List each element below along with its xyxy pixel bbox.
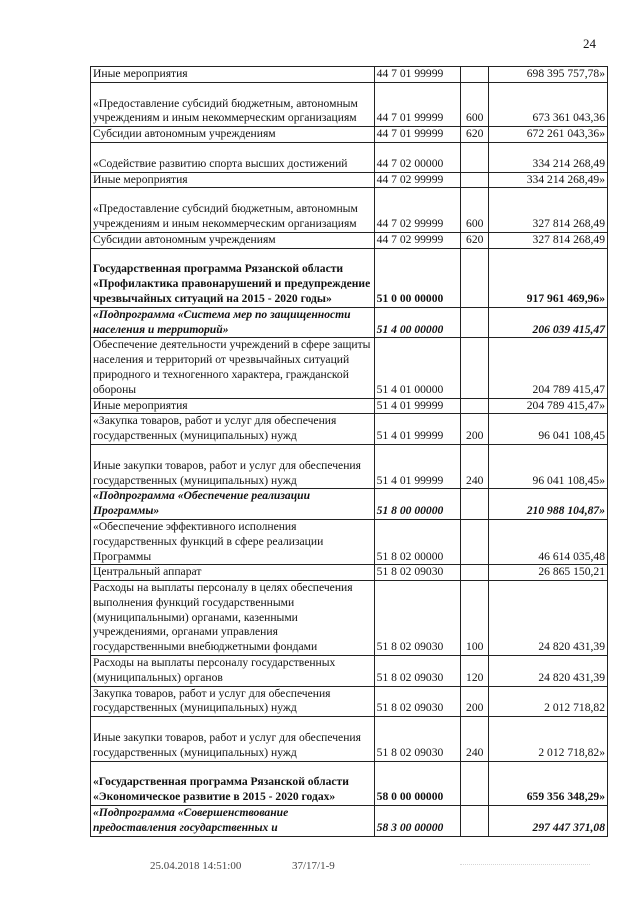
row-amount: 96 041 108,45» [489,444,608,488]
row-code: 51 4 01 99999 [374,398,461,414]
table-row [91,519,608,564]
row-expense-type: 200 [461,414,489,445]
row-expense-type: 620 [461,127,489,143]
row-name: «Содействие развитию спорта высших достижений [91,142,375,172]
row-name: «Подпрограмма «Совершенствование предоставления государственных и [91,806,375,837]
row-expense-type [461,519,489,564]
row-expense-type [461,172,489,188]
row-code: 51 4 01 99999 [374,414,461,445]
table-row [91,338,608,398]
table-row [91,717,608,761]
row-expense-type: 100 [461,581,489,656]
row-expense-type: 200 [461,686,489,717]
row-expense-type [461,307,489,338]
budget-table [90,66,608,837]
row-expense-type: 240 [461,717,489,761]
row-amount: 26 865 150,21 [489,565,608,581]
row-expense-type [461,398,489,414]
row-expense-type [461,142,489,172]
row-code: 44 7 01 99999 [374,67,461,83]
row-amount: 24 820 431,39 [489,656,608,687]
row-amount: 673 361 043,36 [489,82,608,126]
row-name: Субсидии автономным учреждениям [91,127,375,143]
table-row [91,307,608,338]
row-name: Иные мероприятия [91,398,375,414]
row-amount: 917 961 469,96» [489,248,608,307]
table-row [91,414,608,445]
row-code: 51 4 01 00000 [374,338,461,398]
row-expense-type [461,248,489,307]
table-row [91,686,608,717]
table-row [91,67,608,83]
table-row [91,444,608,488]
table-row [91,188,608,232]
row-amount: 2 012 718,82 [489,686,608,717]
row-expense-type [461,489,489,520]
row-name: «Подпрограмма «Система мер по защищенности населения и территорий» [91,307,375,338]
row-code: 51 0 00 00000 [374,248,461,307]
row-expense-type [461,338,489,398]
table-row [91,565,608,581]
row-name: Обеспечение деятельности учреждений в сфере защиты населения и территорий от чрезвычайных ситуаций природного и техногенного характера, гражданской обороны [91,338,375,398]
row-name: Закупка товаров, работ и услуг для обеспечения государственных (муниципальных) нужд [91,686,375,717]
row-expense-type: 620 [461,232,489,248]
row-amount: 46 614 035,48 [489,519,608,564]
table-row [91,232,608,248]
table-row [91,172,608,188]
row-amount: 297 447 371,08 [489,806,608,837]
row-amount: 24 820 431,39 [489,581,608,656]
row-expense-type [461,806,489,837]
row-name: Субсидии автономным учреждениям [91,232,375,248]
row-code: 44 7 01 99999 [374,127,461,143]
row-amount: 698 395 757,78» [489,67,608,83]
row-code: 51 8 02 09030 [374,656,461,687]
row-amount: 334 214 268,49» [489,172,608,188]
table-row [91,806,608,837]
row-amount: 206 039 415,47 [489,307,608,338]
row-code: 58 3 00 00000 [374,806,461,837]
row-code: 44 7 02 99999 [374,172,461,188]
row-expense-type [461,761,489,805]
table-row [91,248,608,307]
row-expense-type [461,67,489,83]
row-amount: 659 356 348,29» [489,761,608,805]
row-name: Расходы на выплаты персоналу государственных (муниципальных) органов [91,656,375,687]
row-amount: 327 814 268,49 [489,232,608,248]
row-code: 51 8 02 00000 [374,519,461,564]
row-expense-type [461,565,489,581]
table-row [91,581,608,656]
row-code: 51 8 02 09030 [374,565,461,581]
row-amount: 210 988 104,87» [489,489,608,520]
row-code: 58 0 00 00000 [374,761,461,805]
row-code: 44 7 02 00000 [374,142,461,172]
row-name: Государственная программа Рязанской области «Профилактика правонарушений и предупреждение чрезвычайных ситуаций на 2015 - 2020 годы» [91,248,375,307]
row-name: Иные закупки товаров, работ и услуг для обеспечения государственных (муниципальных) нужд [91,444,375,488]
row-name: «Закупка товаров, работ и услуг для обеспечения государственных (муниципальных) нужд [91,414,375,445]
footer-timestamp: 25.04.2018 14:51:00 [150,860,242,872]
row-expense-type: 120 [461,656,489,687]
row-code: 51 8 02 09030 [374,686,461,717]
row-amount: 204 789 415,47» [489,398,608,414]
row-code: 51 8 02 09030 [374,717,461,761]
row-amount: 204 789 415,47 [489,338,608,398]
row-name: Центральный аппарат [91,565,375,581]
row-code: 51 4 01 99999 [374,444,461,488]
page-number: 24 [583,36,596,51]
table-row [91,127,608,143]
table-row [91,398,608,414]
table-row [91,489,608,520]
row-name: Иные закупки товаров, работ и услуг для обеспечения государственных (муниципальных) нужд [91,717,375,761]
row-name: «Предоставление субсидий бюджетным, автономным учреждениям и иным некоммерческим организациям [91,188,375,232]
row-name: «Государственная программа Рязанской области «Экономическое развитие в 2015 - 2020 годах» [91,761,375,805]
row-name: «Предоставление субсидий бюджетным, автономным учреждениям и иным некоммерческим организациям [91,82,375,126]
row-name: Иные мероприятия [91,67,375,83]
table-row [91,656,608,687]
table-body [91,67,608,837]
row-code: 51 4 00 00000 [374,307,461,338]
row-code: 44 7 02 99999 [374,232,461,248]
row-code: 44 7 02 99999 [374,188,461,232]
table-row [91,142,608,172]
table-row [91,761,608,805]
row-name: «Обеспечение эффективного исполнения государственных функций в сфере реализации Программы [91,519,375,564]
row-amount: 334 214 268,49 [489,142,608,172]
row-expense-type: 600 [461,188,489,232]
row-amount: 672 261 043,36» [489,127,608,143]
row-name: Расходы на выплаты персоналу в целях обеспечения выполнения функций государственными (муниципальными) органами, казенными учреждениями, органами управления государственными внебюджетными фондами [91,581,375,656]
row-amount: 327 814 268,49 [489,188,608,232]
row-expense-type: 600 [461,82,489,126]
row-code: 51 8 00 00000 [374,489,461,520]
row-amount: 2 012 718,82» [489,717,608,761]
row-code: 51 8 02 09030 [374,581,461,656]
row-expense-type: 240 [461,444,489,488]
row-name: Иные мероприятия [91,172,375,188]
row-code: 44 7 01 99999 [374,82,461,126]
row-name: «Подпрограмма «Обеспечение реализации Программы» [91,489,375,520]
row-amount: 96 041 108,45 [489,414,608,445]
table-row [91,82,608,126]
footer-doc-number: 37/17/1-9 [292,860,335,872]
scan-artifact [460,864,590,869]
